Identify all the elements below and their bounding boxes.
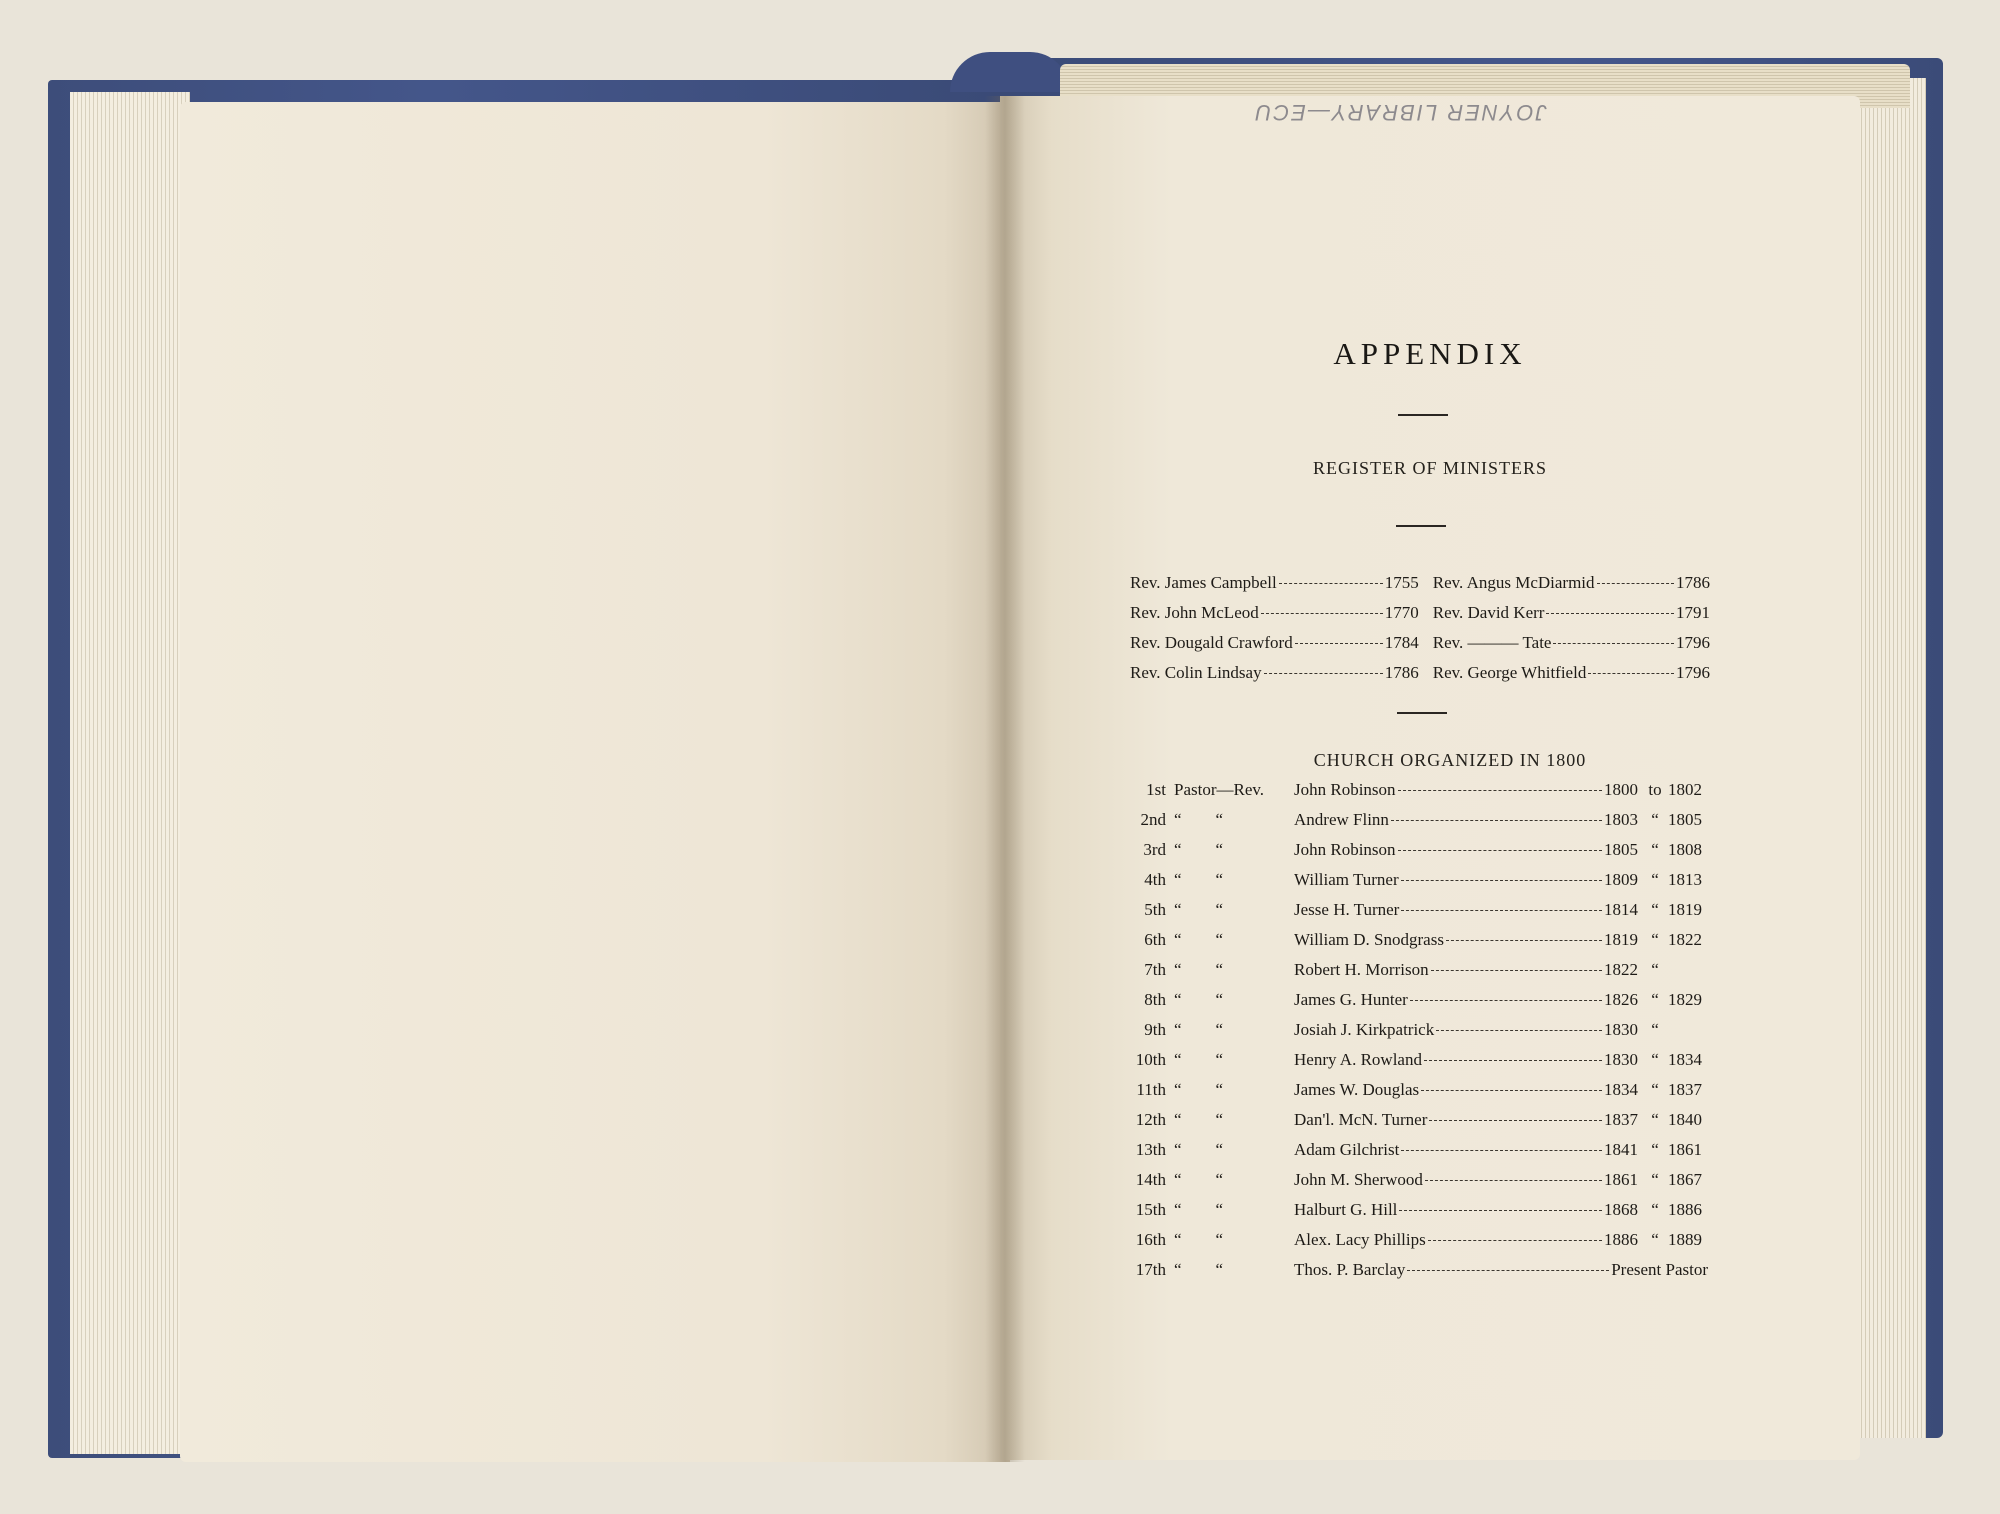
leader-dots [1401,910,1602,911]
pastor-title: Pastor—Rev. [1174,780,1265,799]
pastor-row [1118,840,1708,870]
pastor-ordinal: 3rd [1143,840,1166,859]
minister-year: 1786 [1384,663,1419,682]
pastor-from-year: 1805 [1604,840,1638,859]
pastor-title: “ “ [1174,930,1224,949]
minister-name: Rev. Colin Lindsay [1130,663,1262,682]
pastor-to-year: 1840 [1668,1110,1702,1129]
minister-year: 1796 [1676,633,1710,652]
pastor-name: John Robinson [1294,780,1396,799]
leader-dots [1398,790,1602,791]
leader-dots [1421,1090,1602,1091]
pastor-ordinal: 17th [1135,1260,1166,1279]
pastor-to-year: 1834 [1668,1050,1702,1069]
pastor-to-year: 1822 [1668,930,1702,949]
pastor-from-year: 1886 [1604,1230,1638,1249]
pastor-title: “ “ [1174,960,1224,979]
pastor-name: Andrew Flinn [1294,810,1389,829]
pastor-title: “ “ [1174,1260,1224,1279]
register-entry [1433,663,1710,683]
pastor-title: “ “ [1174,1080,1224,1099]
pastor-row [1118,990,1708,1020]
pastor-to-year: 1837 [1668,1080,1702,1099]
pastor-ordinal: 2nd [1140,810,1166,829]
pastor-ordinal: 16th [1135,1230,1166,1249]
leader-dots [1407,1270,1609,1271]
pastor-row [1118,1050,1708,1080]
pastor-row [1118,1110,1708,1140]
pastor-to-year: 1805 [1668,810,1702,829]
pastor-row [1118,1170,1708,1200]
pastor-ordinal: 5th [1144,900,1166,919]
pastor-from-year: 1822 [1604,960,1638,979]
pastor-to-year: 1813 [1668,870,1702,889]
pastor-ordinal: 4th [1144,870,1166,889]
register-entry [1130,663,1419,683]
pastor-ordinal: 13th [1135,1140,1166,1159]
pastor-range-sep: “ [1651,1140,1659,1159]
pastor-range-sep: “ [1651,1110,1659,1129]
pastor-from-year: 1809 [1604,870,1638,889]
register-row [1130,568,1710,598]
pastor-title: “ “ [1174,1140,1224,1159]
leader-dots [1588,673,1674,674]
pastor-row [1118,1230,1708,1260]
pastor-name: Henry A. Rowland [1294,1050,1422,1069]
register-entry [1130,603,1419,623]
pastor-range-sep: “ [1651,1200,1659,1219]
pastor-range-sep: “ [1651,1080,1659,1099]
pastor-range-sep: “ [1651,930,1659,949]
leader-dots [1279,583,1383,584]
pastor-name: Thos. P. Barclay [1294,1260,1406,1279]
pastor-range-sep: to [1648,780,1662,799]
minister-year: 1755 [1384,573,1419,592]
pastor-name: Jesse H. Turner [1294,900,1400,919]
pastor-row [1118,780,1708,810]
register-heading: REGISTER OF MINISTERS [1312,458,1548,478]
pastor-range-sep: “ [1651,840,1659,859]
pastor-range-sep: “ [1651,810,1659,829]
pastor-title: “ “ [1174,1110,1224,1129]
divider-rule [1397,712,1447,714]
pastor-range-sep: “ [1651,1170,1659,1189]
leader-dots [1264,673,1383,674]
pastor-name: Halburt G. Hill [1294,1200,1398,1219]
minister-year: 1770 [1384,603,1419,622]
pastor-row [1118,1080,1708,1110]
left-page-blank [180,102,1010,1462]
library-stamp: JOYNER LIBRARY—ECU [1253,100,1547,125]
pastor-to-year: 1802 [1668,780,1702,799]
minister-name: Rev. Dougald Crawford [1130,633,1293,652]
page-edges-left [70,92,190,1454]
pastor-from-year: 1830 [1604,1020,1638,1039]
pastor-title: “ “ [1174,900,1224,919]
pastor-ordinal: 9th [1144,1020,1166,1039]
pastor-from-year: 1834 [1604,1080,1638,1099]
pastor-name: John M. Sherwood [1294,1170,1423,1189]
leader-dots [1553,643,1674,644]
register-row [1130,598,1710,628]
pastor-row [1118,1200,1708,1230]
pastor-ordinal: 7th [1144,960,1166,979]
pastor-present: Present Pastor [1611,1260,1708,1279]
pastor-ordinal: 12th [1135,1110,1166,1129]
pastor-name: Dan'l. McN. Turner [1294,1110,1428,1129]
leader-dots [1436,1030,1602,1031]
leader-dots [1391,820,1602,821]
pastor-title: “ “ [1174,1170,1224,1189]
leader-dots [1428,1240,1602,1241]
pastor-row [1118,900,1708,930]
minister-name: Rev. ——— Tate [1432,633,1552,652]
pastor-title: “ “ [1174,1230,1224,1249]
pastor-from-year: 1841 [1604,1140,1638,1159]
minister-year: 1786 [1676,573,1710,592]
minister-name: Rev. James Campbell [1130,573,1277,592]
pastor-from-year: 1830 [1604,1050,1638,1069]
pastor-to-year: 1886 [1668,1200,1702,1219]
register-of-ministers [1130,568,1710,688]
register-entry [1433,573,1710,593]
leader-dots [1261,613,1383,614]
pastor-row [1118,1140,1708,1170]
pastor-name: William Turner [1294,870,1399,889]
pastor-range-sep: “ [1651,990,1659,1009]
leader-dots [1295,643,1383,644]
pastor-from-year: 1814 [1604,900,1638,919]
register-row [1130,628,1710,658]
pastor-name: Alex. Lacy Phillips [1294,1230,1426,1249]
pastor-range-sep: “ [1651,1050,1659,1069]
register-entry [1433,633,1710,653]
divider-rule [1398,414,1448,416]
leader-dots [1410,1000,1602,1001]
pastor-title: “ “ [1174,810,1224,829]
pastor-list [1118,780,1708,1290]
pastor-name: James W. Douglas [1294,1080,1420,1099]
leader-dots [1424,1060,1602,1061]
minister-name: Rev. David Kerr [1432,603,1545,622]
pastor-range-sep: “ [1651,1020,1659,1039]
pastor-to-year: 1829 [1668,990,1702,1009]
pastor-from-year: 1819 [1604,930,1638,949]
minister-year: 1791 [1676,603,1710,622]
pastor-ordinal: 6th [1144,930,1166,949]
pastor-name: Josiah J. Kirkpatrick [1294,1020,1435,1039]
pastor-from-year: 1800 [1604,780,1638,799]
pastor-ordinal: 8th [1144,990,1166,1009]
register-entry [1130,633,1419,653]
book-gutter [985,96,1025,1462]
pastor-ordinal: 10th [1135,1050,1166,1069]
book-spine [950,52,1070,92]
register-entry [1433,603,1710,623]
pastor-name: John Robinson [1294,840,1396,859]
pastor-title: “ “ [1174,840,1224,859]
pastor-ordinal: 14th [1135,1170,1166,1189]
pastor-to-year: 1861 [1668,1140,1702,1159]
leader-dots [1401,880,1602,881]
pastor-name: James G. Hunter [1294,990,1408,1009]
pastor-to-year: 1808 [1668,840,1702,859]
pastor-title: “ “ [1174,990,1224,1009]
minister-year: 1796 [1676,663,1710,682]
leader-dots [1429,1120,1602,1121]
pastor-to-year: 1889 [1668,1230,1702,1249]
pastor-row [1118,960,1708,990]
pastor-range-sep: “ [1651,960,1659,979]
pastor-from-year: 1868 [1604,1200,1638,1219]
register-row [1130,658,1710,688]
minister-year: 1784 [1384,633,1419,652]
pastor-range-sep: “ [1651,870,1659,889]
pastor-from-year: 1837 [1604,1110,1638,1129]
pastor-row [1118,1260,1708,1290]
divider-rule [1396,525,1446,527]
leader-dots [1398,850,1602,851]
minister-name: Rev. John McLeod [1130,603,1259,622]
pastor-name: William D. Snodgrass [1294,930,1444,949]
pastor-ordinal: 1st [1146,780,1166,799]
pastor-title: “ “ [1174,1200,1224,1219]
pastor-title: “ “ [1174,1020,1224,1039]
pastor-name: Adam Gilchrist [1294,1140,1400,1159]
pastor-title: “ “ [1174,1050,1224,1069]
pastor-from-year: 1861 [1604,1170,1638,1189]
pastor-from-year: 1826 [1604,990,1638,1009]
pastor-from-year: 1803 [1604,810,1638,829]
pastor-ordinal: 11th [1136,1080,1166,1099]
minister-name: Rev. George Whitfield [1432,663,1587,682]
leader-dots [1401,1150,1602,1151]
pastor-row [1118,930,1708,960]
leader-dots [1431,970,1602,971]
pastor-row [1118,870,1708,900]
pastor-title: “ “ [1174,870,1224,889]
pastor-row [1118,810,1708,840]
pastor-range-sep: “ [1651,900,1659,919]
leader-dots [1425,1180,1602,1181]
pastor-name: Robert H. Morrison [1294,960,1429,979]
register-entry [1130,573,1419,593]
pastor-ordinal: 15th [1135,1200,1166,1219]
leader-dots [1399,1210,1602,1211]
pastor-to-year: 1819 [1668,900,1702,919]
page-title: APPENDIX [1333,336,1527,371]
leader-dots [1546,613,1674,614]
pastor-to-year: 1867 [1668,1170,1702,1189]
leader-dots [1446,940,1602,941]
church-heading: CHURCH ORGANIZED IN 1800 [1313,750,1587,770]
pastor-row [1118,1020,1708,1050]
pastor-range-sep: “ [1651,1230,1659,1249]
leader-dots [1597,583,1674,584]
minister-name: Rev. Angus McDiarmid [1432,573,1595,592]
